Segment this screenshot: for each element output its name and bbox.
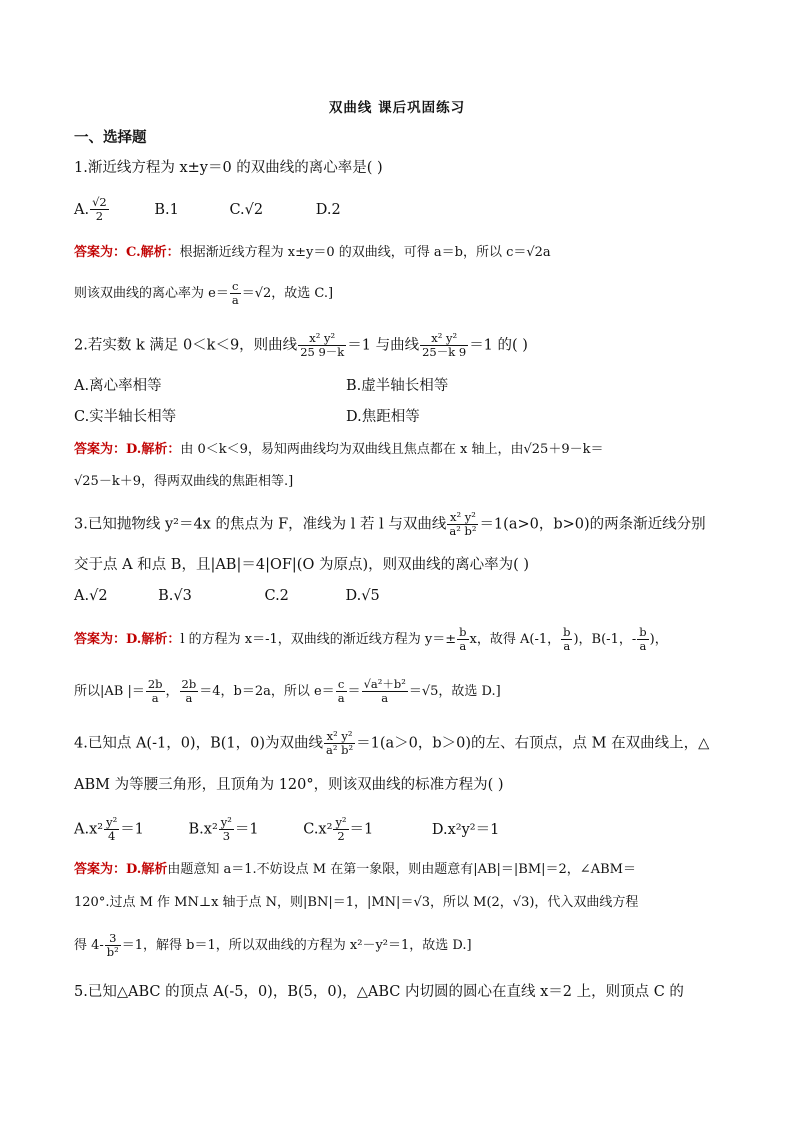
q3-answer-line-2: 所以|AB |＝ $\frac{2b}{a}$ ， $\frac{2b}{a}$ ＝4，b＝2a，所以 e＝ $\frac{c}{a}$ ＝ $\frac{\text{√a²＋b²}}{a}$ ＝√5，故选 D.]	[74, 677, 501, 705]
q1-answer-line-1: 答案为：C.解析：根据渐近线方程为 x±y＝0 的双曲线，可得 a＝b，所以 c＝√2a	[74, 245, 551, 260]
q2-option-d: D.焦距相等	[346, 409, 420, 425]
q1-option-c: C.√2	[229, 201, 264, 218]
q4-answer-line-3: 得 4- $\frac{3}{\text{b²}}$ ＝1，解得 b＝1，所以双曲线的方程为 x²－y²＝1，故选 D.]	[74, 931, 472, 959]
q4-stem-line-1: 4.已知点 A(-1，0)，B(1，0)为双曲线 $\frac{\text{x² y²}}{\text{a² b²}}$ ＝1(a＞0，b＞0)的左、右顶点，点 M 在双曲线上，△	[74, 729, 710, 757]
q1-answer-fraction: $\frac{c}{a}$	[231, 279, 239, 307]
q3-answer-fraction-7: $\frac{\text{√a²＋b²}}{a}$	[363, 677, 406, 705]
q1-answer-label: 答案为：C.解析：	[74, 245, 180, 260]
q1-answer-line-2: 则该双曲线的离心率为 e＝ $\frac{c}{a}$ ＝√2，故选 C.]	[74, 279, 334, 307]
q4-option-c: C.x² $\frac{\text{y²}}{2}$ ＝1	[303, 815, 374, 843]
q3-answer-line-1: 答案为：D.解析：l 的方程为 x＝-1，双曲线的渐近线方程为 y＝± $\frac{b}{a}$ x，故得 A(-1， $\frac{b}{a}$ )，B(-1，- $\frac{b}{a}$ )，	[74, 625, 668, 653]
q4-option-b-fraction: $\frac{\text{y²}}{3}$	[220, 815, 232, 843]
q2-answer-line-1: 答案为：D.解析：由 0＜k＜9，易知两曲线均为双曲线且焦点都在 x 轴上，由√25＋9－k＝	[74, 442, 604, 457]
q4-answer-line-2: 120°.过点 M 作 MN⊥x 轴于点 N，则|BN|＝1，|MN|＝√3，所以 M(2，√3)，代入双曲线方程	[74, 895, 639, 910]
q2-answer-label: 答案为：D.解析：	[74, 442, 181, 457]
q4-answer-fraction: $\frac{3}{\text{b²}}$	[106, 931, 119, 959]
q3-options	[74, 586, 380, 606]
q4-option-c-fraction: $\frac{\text{y²}}{2}$	[335, 815, 347, 843]
q4-option-a: A.x² $\frac{\text{y²}}{4}$ ＝1	[74, 815, 144, 843]
q3-answer-fraction-3: $\frac{b}{a}$	[639, 625, 647, 653]
q4-hyperbola-fraction: $\frac{\text{x² y²}}{\text{a² b²}}$	[326, 729, 354, 757]
q2-option-c: C.实半轴长相等	[74, 409, 177, 425]
q1-option-b: B.1	[154, 201, 179, 218]
q2-stem: 2.若实数 k 满足 0＜k＜9，则曲线 $\frac{\text{x² y²}}{25 9-k}$ ＝1 与曲线 $\frac{\text{x² y²}}{25-k 9}$ ＝1 的( )	[74, 331, 528, 359]
q3-answer-fraction-6: $\frac{c}{a}$	[337, 677, 345, 705]
q4-answer-line-1: 答案为：D.解析由题意知 a＝1.不妨设点 M 在第一象限，则由题意有|AB|＝|BM|＝2，∠ABM＝	[74, 862, 636, 877]
q3-option-d: D.√5	[345, 588, 380, 604]
q1-option-a: A. $\frac{√2}{2}$	[74, 195, 107, 223]
q4-options	[74, 816, 499, 843]
q4-option-b: B.x² $\frac{\text{y²}}{3}$ ＝1	[188, 815, 259, 843]
q3-answer-fraction-1: $\frac{b}{a}$	[459, 625, 467, 653]
q2-option-a: A.离心率相等	[74, 378, 162, 394]
q2-curve1-fraction: $\frac{\text{x² y²}}{25 9-k}$	[300, 331, 345, 359]
q3-answer-label: 答案为：D.解析：	[74, 632, 181, 647]
q5-stem: 5.已知△ABC 的顶点 A(-5，0)，B(5，0)，△ABC 内切圆的圆心在直线 x＝2 上，则顶点 C 的	[74, 984, 684, 1000]
q3-stem-line-2: 交于点 A 和点 B，且|AB|＝4|OF|(O 为原点)，则双曲线的离心率为( )	[74, 557, 530, 573]
q3-answer-fraction-4: $\frac{2b}{a}$	[147, 677, 163, 705]
q4-stem-line-2: ABM 为等腰三角形，且顶角为 120°，则该双曲线的标准方程为( )	[74, 777, 504, 793]
q3-answer-fraction-2: $\frac{b}{a}$	[563, 625, 571, 653]
q3-option-b: B.√3	[158, 588, 192, 604]
q3-option-a: A.√2	[74, 588, 108, 604]
q3-hyperbola-fraction: $\frac{\text{x² y²}}{\text{a² b²}}$	[449, 510, 477, 538]
q1-option-a-fraction: $\frac{√2}{2}$	[92, 195, 107, 223]
q4-option-d: D.x²y²＝1	[431, 821, 500, 838]
q1-stem: 1.渐近线方程为 x±y＝0 的双曲线的离心率是( )	[74, 160, 383, 176]
q3-option-c: C.2	[264, 588, 289, 604]
page-title: 双曲线 课后巩固练习	[328, 100, 466, 116]
q2-curve2-fraction: $\frac{\text{x² y²}}{25-k 9}$	[422, 331, 467, 359]
q2-answer-line-2: √25－k＋9，得两双曲线的焦距相等.]	[74, 474, 294, 489]
q4-option-a-fraction: $\frac{\text{y²}}{4}$	[106, 815, 118, 843]
q3-answer-fraction-5: $\frac{2b}{a}$	[181, 677, 197, 705]
section-heading: 一、选择题	[74, 129, 147, 146]
q3-stem-line-1: 3.已知抛物线 y²＝4x 的焦点为 F，准线为 l 若 l 与双曲线 $\frac{\text{x² y²}}{\text{a² b²}}$ ＝1(a>0，b>0)的两条渐近线分别	[74, 510, 706, 538]
q1-option-d: D.2	[315, 201, 341, 218]
q4-answer-label: 答案为：D.解析	[74, 862, 168, 877]
q2-option-b: B.虚半轴长相等	[346, 378, 449, 394]
q1-options	[74, 196, 341, 223]
